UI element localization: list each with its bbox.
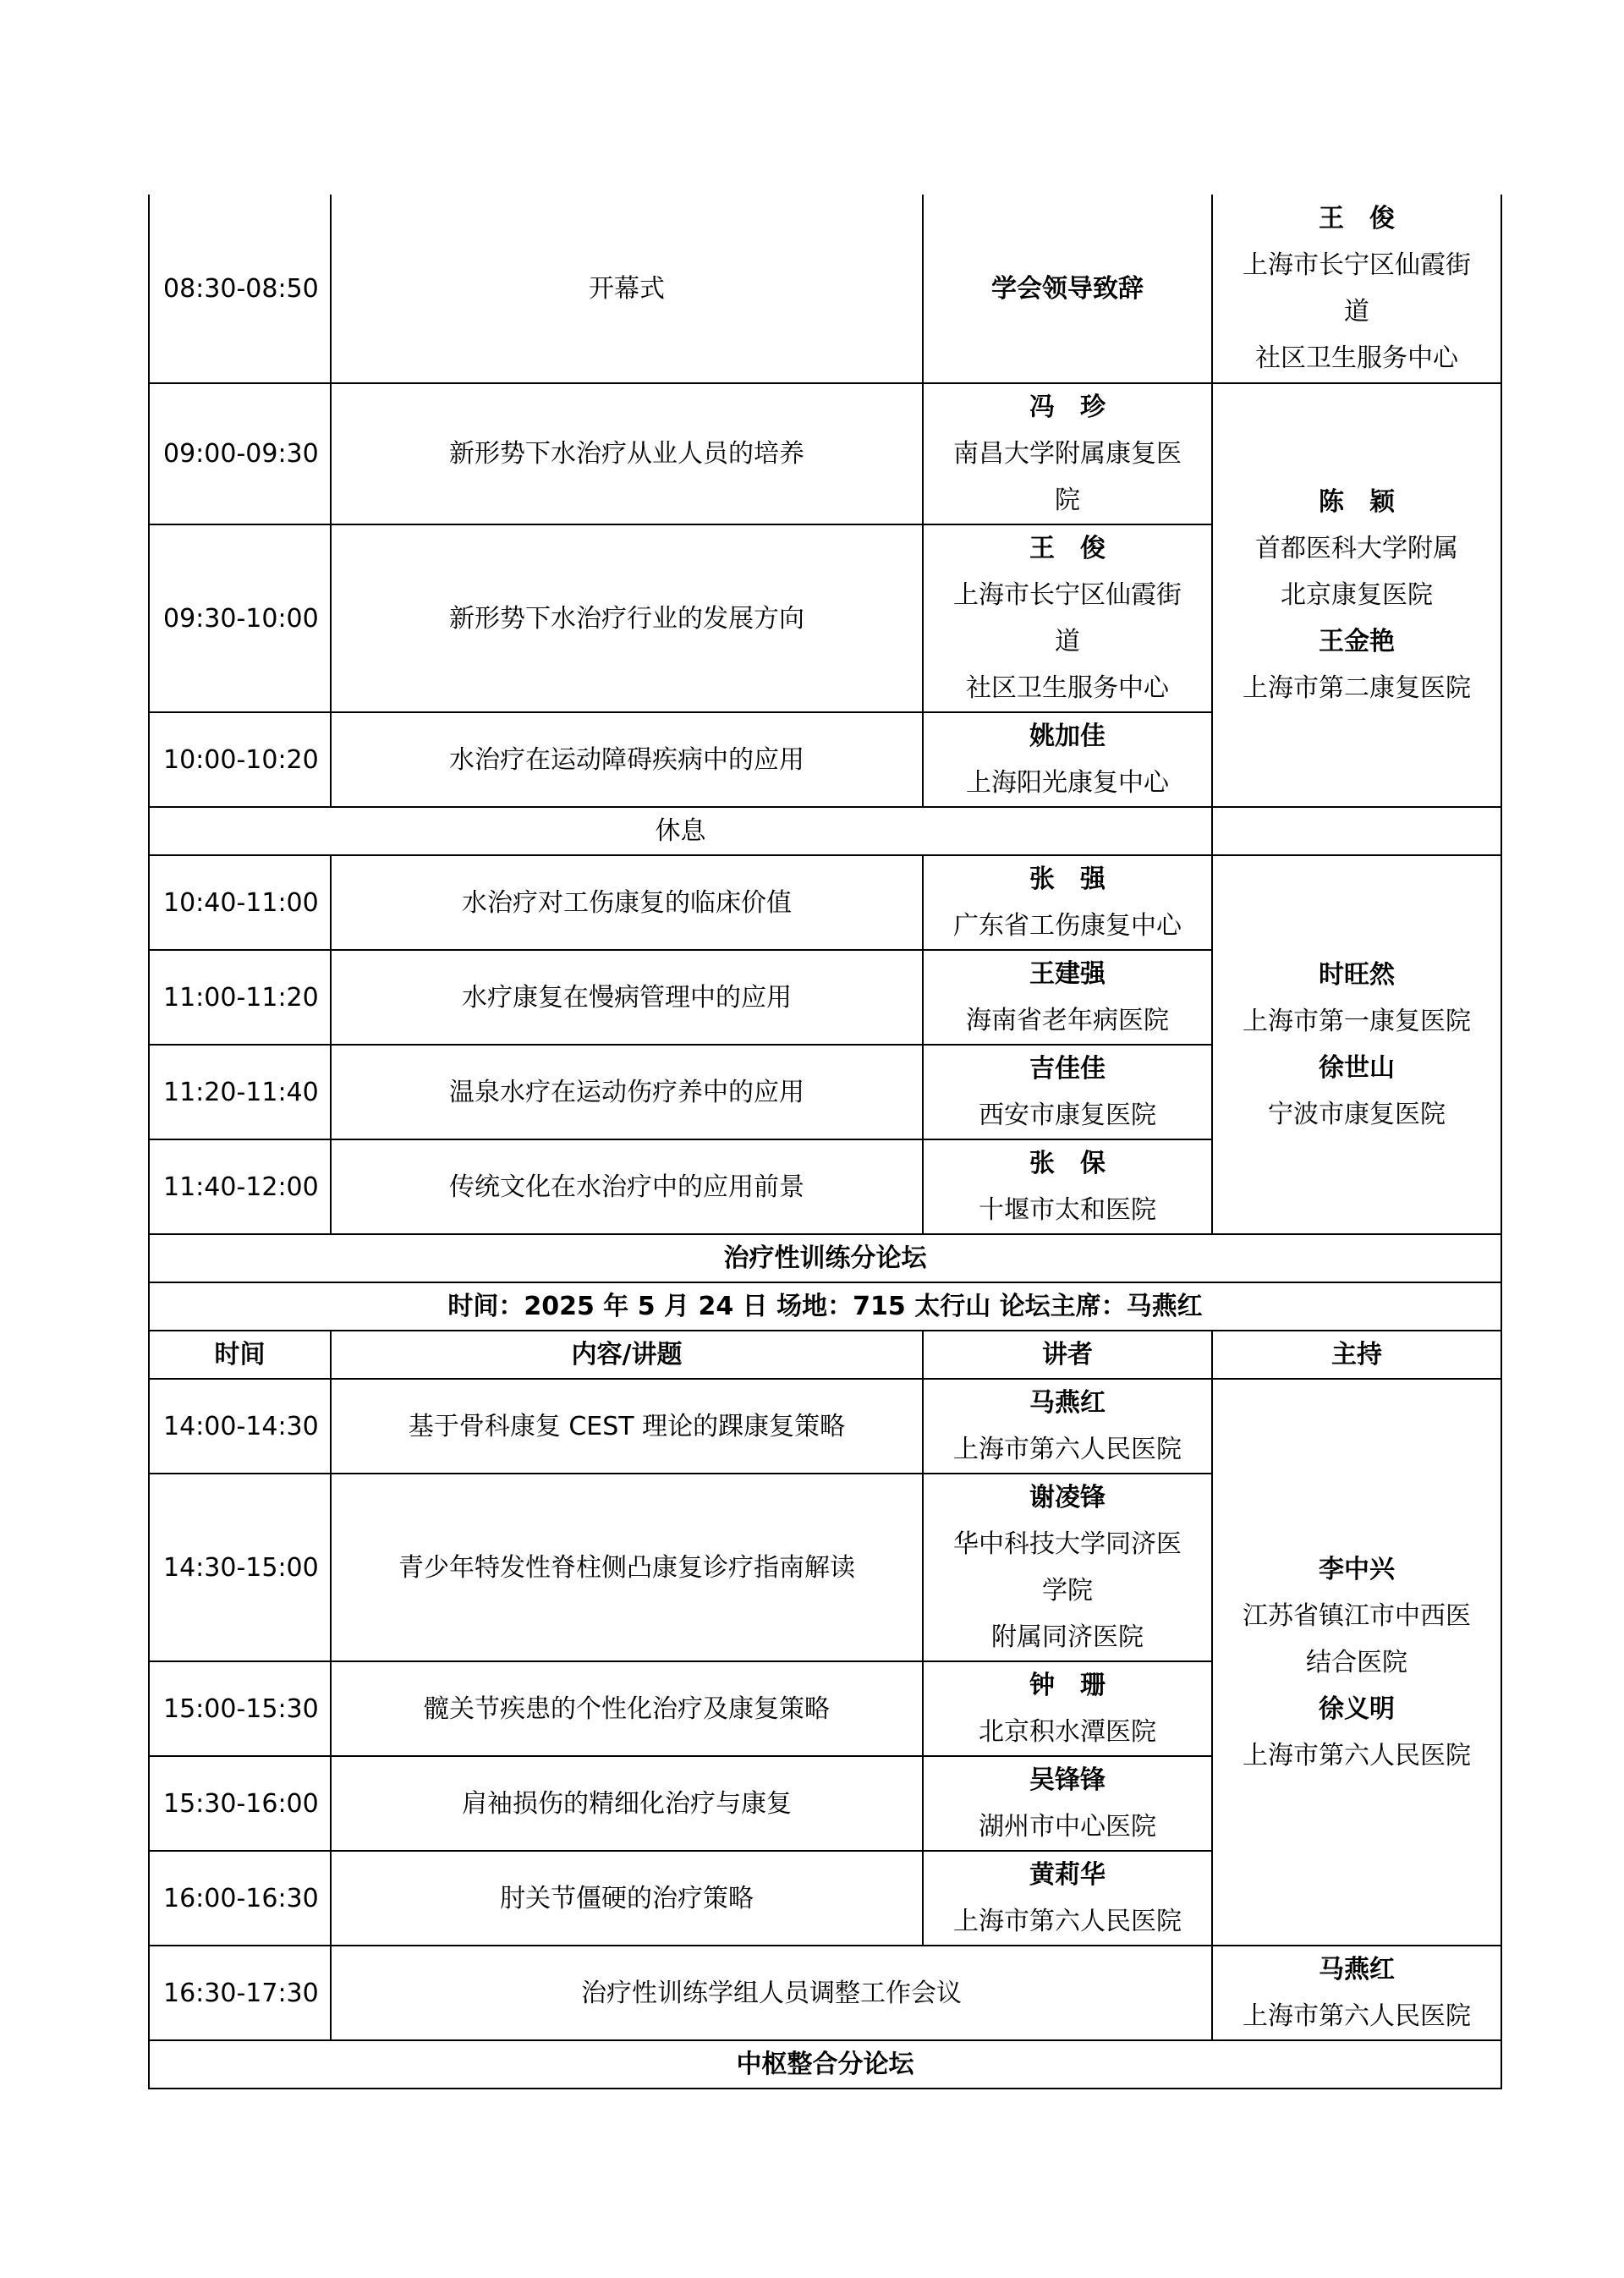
speaker-org: 社区卫生服务中心 — [966, 673, 1169, 703]
topic-cell: 治疗性训练学组人员调整工作会议 — [331, 1946, 1212, 2040]
host-org: 北京康复医院 — [1281, 580, 1433, 610]
host-name: 徐义明 — [1319, 1693, 1395, 1724]
speaker-org: 北京积水潭医院 — [979, 1717, 1156, 1747]
speaker-org: 学院 — [1042, 1576, 1093, 1606]
topic-cell: 水治疗对工伤康复的临床价值 — [331, 855, 923, 950]
header-topic: 内容/讲题 — [331, 1331, 923, 1379]
topic-cell: 新形势下水治疗从业人员的培养 — [331, 383, 923, 524]
time-cell: 11:40-12:00 — [149, 1139, 331, 1234]
topic-cell: 开幕式 — [331, 195, 923, 383]
speaker-cell: 学会领导致辞 — [923, 195, 1212, 383]
speaker-cell — [923, 1139, 1212, 1234]
speaker-org: 西安市康复医院 — [979, 1101, 1156, 1130]
speaker-name: 钟 珊 — [1029, 1671, 1106, 1700]
host-org: 上海市第一康复医院 — [1243, 1007, 1471, 1036]
speaker-name: 谢凌锋 — [1029, 1483, 1106, 1512]
speaker-cell — [923, 1756, 1212, 1851]
forum-info: 时间：2025 年 5 月 24 日 场地：715 太行山 论坛主席：马燕红 — [149, 1282, 1501, 1331]
header-host: 主持 — [1212, 1331, 1501, 1379]
host-name: 马燕红 — [1319, 1955, 1395, 1984]
speaker-org: 海南省老年病医院 — [966, 1006, 1169, 1035]
time-cell: 08:30-08:50 — [149, 195, 331, 383]
host-name: 徐世山 — [1319, 1053, 1395, 1083]
speaker-org: 上海市第六人民医院 — [953, 1907, 1182, 1936]
speaker-name: 吉佳佳 — [1029, 1054, 1106, 1084]
time-cell: 14:30-15:00 — [149, 1474, 331, 1661]
topic-cell: 肘关节僵硬的治疗策略 — [331, 1851, 923, 1946]
table-row — [149, 807, 1501, 855]
speaker-org: 湖州市中心医院 — [979, 1812, 1156, 1842]
speaker-name: 吴锋锋 — [1029, 1765, 1106, 1795]
schedule-table — [148, 195, 1502, 2089]
speaker-org: 上海市第六人民医院 — [953, 1435, 1182, 1464]
table-row — [149, 855, 1501, 950]
speaker-cell — [923, 855, 1212, 950]
speaker-name: 冯 珍 — [1029, 392, 1106, 422]
table-row — [149, 383, 1501, 524]
table-row — [149, 195, 1501, 383]
host-org: 上海市第二康复医院 — [1243, 673, 1471, 703]
host-org: 首都医科大学附属 — [1255, 534, 1458, 563]
speaker-org: 道 — [1055, 627, 1080, 656]
host-org: 上海市长宁区仙霞街 — [1243, 250, 1471, 280]
topic-cell: 肩袖损伤的精细化治疗与康复 — [331, 1756, 923, 1851]
break-cell: 休息 — [149, 807, 1212, 855]
speaker-name: 张 保 — [1029, 1149, 1106, 1178]
host-org: 结合医院 — [1306, 1647, 1407, 1677]
table-row — [149, 1234, 1501, 1282]
table-row — [149, 1379, 1501, 1474]
table-header-row — [149, 1331, 1501, 1379]
speaker-org: 上海市长宁区仙霞街 — [953, 580, 1182, 610]
time-cell: 16:30-17:30 — [149, 1946, 331, 2040]
speaker-org: 南昌大学附属康复医 — [953, 439, 1182, 469]
topic-cell: 水疗康复在慢病管理中的应用 — [331, 950, 923, 1045]
empty-cell — [1212, 807, 1501, 855]
speaker-cell — [923, 1851, 1212, 1946]
speaker-org: 华中科技大学同济医 — [953, 1529, 1182, 1559]
time-cell: 14:00-14:30 — [149, 1379, 331, 1474]
host-org: 上海市第六人民医院 — [1243, 1740, 1471, 1770]
speaker-cell — [923, 1661, 1212, 1756]
host-cell — [1212, 1946, 1501, 2040]
topic-cell: 传统文化在水治疗中的应用前景 — [331, 1139, 923, 1234]
topic-cell: 新形势下水治疗行业的发展方向 — [331, 524, 923, 712]
table-row — [149, 1282, 1501, 1331]
topic-cell: 水治疗在运动障碍疾病中的应用 — [331, 712, 923, 807]
topic-cell: 温泉水疗在运动伤疗养中的应用 — [331, 1045, 923, 1139]
host-name: 陈 颖 — [1319, 487, 1395, 517]
time-cell: 16:00-16:30 — [149, 1851, 331, 1946]
speaker-name: 姚加佳 — [1029, 722, 1106, 751]
host-cell — [1212, 1379, 1501, 1946]
host-name: 李中兴 — [1319, 1554, 1395, 1584]
host-org: 上海市第六人民医院 — [1243, 2001, 1471, 2031]
speaker-org: 十堰市太和医院 — [979, 1195, 1156, 1225]
speaker-cell — [923, 383, 1212, 524]
header-time: 时间 — [149, 1331, 331, 1379]
speaker-cell — [923, 1379, 1212, 1474]
time-cell: 11:20-11:40 — [149, 1045, 331, 1139]
speaker-org: 院 — [1055, 486, 1080, 515]
header-speaker: 讲者 — [923, 1331, 1212, 1379]
speaker-name: 王 俊 — [1029, 534, 1106, 563]
speaker-name: 王建强 — [1029, 959, 1106, 989]
topic-cell: 基于骨科康复 CEST 理论的踝康复策略 — [331, 1379, 923, 1474]
time-cell: 09:00-09:30 — [149, 383, 331, 524]
topic-cell: 青少年特发性脊柱侧凸康复诊疗指南解读 — [331, 1474, 923, 1661]
time-cell: 09:30-10:00 — [149, 524, 331, 712]
host-cell — [1212, 195, 1501, 383]
topic-cell: 髋关节疾患的个性化治疗及康复策略 — [331, 1661, 923, 1756]
speaker-org: 广东省工伤康复中心 — [953, 911, 1182, 941]
host-org: 宁波市康复医院 — [1268, 1100, 1446, 1129]
speaker-cell — [923, 950, 1212, 1045]
speaker-name: 张 强 — [1029, 865, 1106, 894]
speaker-cell — [923, 524, 1212, 712]
speaker-cell — [923, 712, 1212, 807]
speaker-org: 附属同济医院 — [991, 1622, 1144, 1652]
speaker-cell — [923, 1045, 1212, 1139]
host-name: 时旺然 — [1319, 960, 1395, 990]
host-org: 社区卫生服务中心 — [1255, 343, 1458, 373]
speaker-name: 马燕红 — [1029, 1388, 1106, 1418]
host-name: 王 俊 — [1319, 204, 1395, 233]
host-name: 王金艳 — [1319, 627, 1395, 656]
host-org: 江苏省镇江市中西医 — [1243, 1600, 1471, 1631]
speaker-org: 上海阳光康复中心 — [966, 768, 1169, 798]
time-cell: 10:40-11:00 — [149, 855, 331, 950]
host-cell — [1212, 383, 1501, 807]
speaker-cell — [923, 1474, 1212, 1661]
time-cell: 10:00-10:20 — [149, 712, 331, 807]
time-cell: 11:00-11:20 — [149, 950, 331, 1045]
speaker-name: 黄莉华 — [1029, 1860, 1106, 1890]
forum-title: 中枢整合分论坛 — [149, 2040, 1501, 2089]
host-cell — [1212, 855, 1501, 1234]
table-row — [149, 2040, 1501, 2089]
table-row — [149, 1946, 1501, 2040]
host-org: 道 — [1344, 297, 1369, 327]
forum-title: 治疗性训练分论坛 — [149, 1234, 1501, 1282]
time-cell: 15:00-15:30 — [149, 1661, 331, 1756]
time-cell: 15:30-16:00 — [149, 1756, 331, 1851]
